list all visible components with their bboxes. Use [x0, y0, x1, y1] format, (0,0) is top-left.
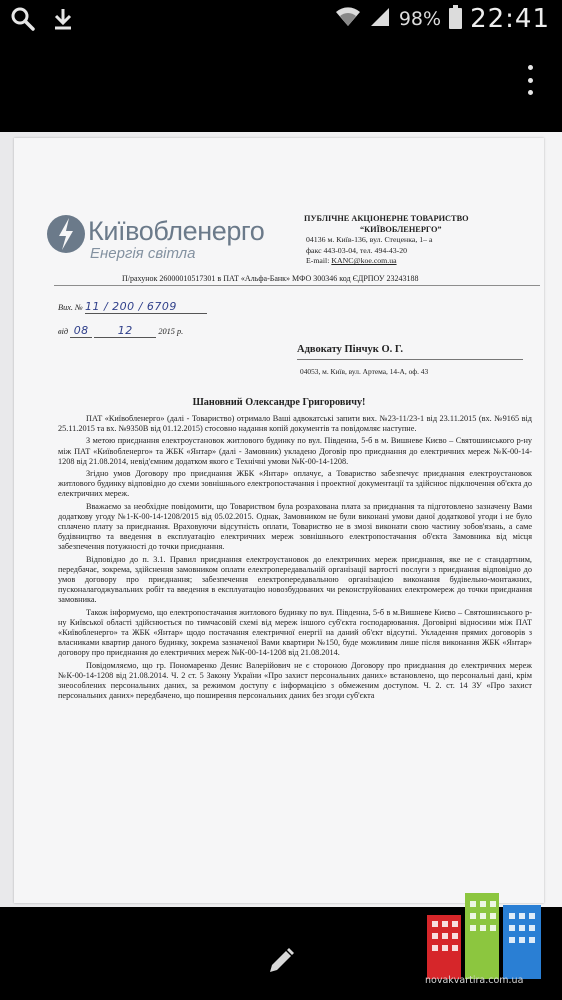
download-icon[interactable] [52, 6, 74, 37]
salutation: Шановний Олександре Григоровичу! [192, 397, 366, 408]
addressee-address: 04053, м. Київ, вул. Артема, 14-А, оф. 43 [300, 367, 429, 376]
outgoing-month: 12 [94, 325, 156, 338]
wifi-icon [335, 6, 361, 33]
bank-details: П/рахунок 26000010517301 в ПАТ «Альфа-Банк» МФО 300346 код ЄДРПОУ 23243188 [122, 274, 419, 283]
letter-photo[interactable] [0, 132, 562, 907]
company-phone: факс 443-03-04, тел. 494-43-20 [306, 245, 408, 255]
outgoing-number [58, 301, 207, 314]
pencil-icon[interactable] [266, 946, 296, 976]
paragraph: З метою приєднання електроустановок житлового будинку по вул. Південна, 5-б в м. Вишневе Києво – Святошинського р-ну між ПАТ «Київобленерго» та ЖБК «Янтар» (далі - Замовник) укладено Договір про приєднання до електричних мереж №К-00-14-1208 від 21.08.2014, невід'ємним додатком якого є Технічні умови №К-00-14-1208. [58, 436, 532, 466]
paragraph: Також інформуємо, що електропостачання житлового будинку по вул. Південна, 5-б в м.Вишневе Києво – Святошинського р-ну Київської області здійснюється по тимчасовій схемі від мереж іншого суб'єкта господарювання. Договірні відносини між ПАТ «Київобленерго» та ЖБК «Янтар» щодо постачання електричної енергії на даний об'єкт відсутні. Укладення прямих договорів з власниками квартир даного будинку, зокрема зазначеної Вами квартири №150, буде можливим лише після виконання ЖБК «Янтар» договору про приєднання до електричних мереж №К-00-14-1208 від 21.08.2014. [58, 607, 532, 658]
outgoing-number-value: 11 / 200 / 6709 [85, 301, 207, 314]
email-link: KANC@koe.com.ua [331, 256, 397, 266]
addressee-underline [297, 359, 523, 360]
company-details [304, 214, 544, 267]
company-title: ПУБЛІЧНЕ АКЦІОНЕРНЕ ТОВАРИСТВО [304, 214, 469, 223]
company-name: “КИЇВОБЛЕНЕРГО” [360, 224, 442, 234]
battery-icon [449, 5, 462, 34]
header-divider [54, 285, 540, 286]
letter-page [14, 138, 544, 903]
outgoing-day: 08 [70, 325, 92, 338]
outgoing-date [58, 325, 183, 338]
outgoing-date-label: від [58, 327, 69, 336]
letter-body [58, 414, 532, 703]
paragraph: Повідомляємо, що гр. Пономаренко Денис Валерійович не є стороною Договору про приєднання до електричних мереж №К-00-14-1208 від 21.08.2014. Ч. 2 ст. 5 Закону України «Про захист персональних даних» встановлено, що персональні дані, крім знеособлених персональних даних, за режимом доступу є інформацією з обмеженим доступом. Ч. 2. ст. 14 ЗУ «Про захист персональних даних» передбачено, що поширення персональних даних без згоди суб'єкта [58, 660, 532, 701]
buildings-logo-icon [425, 893, 545, 981]
logo-name: Київобленерго [88, 216, 265, 246]
more-vert-icon[interactable] [518, 65, 542, 95]
paragraph: Згідно умов Договору про приєднання ЖБК «Янтар» оплачує, а Товариство забезпечує приєднання електроустановок житлового будинку відповідно до схеми зовнішнього електропостачання і проектної документації та здійснює підключення об'єкта до електричних мереж. [58, 469, 532, 499]
paragraph: Відповідно до п. 3.1. Правил приєднання електроустановок до електричних мереж приєднання, яке не є стандартним, передбачає, зокрема, здійснення замовником оплати електропередавальній організації вартості послуги з приєднання відповідно до умов договору про приєднання; забезпечення електропередавальною організацією виконання будівельно-монтажних, пусконалагоджувальних робіт та введення в експлуатацію новозбудованих чи реконструйованих електромереж до точки приєднання замовника. [58, 554, 532, 605]
company-address: 04136 м. Київ-136, вул. Стеценка, 1– а [306, 235, 433, 245]
addressee: Адвокату Пінчук О. Г. [297, 344, 404, 355]
paragraph: Вважаємо за необхідне повідомити, що Товариством була розрахована плата за приєднання та підготовлено зазначену Вами додаткову угоду №1-К-00-14-1208/2015 від 05.02.2015. Однак, Замовником не були виконані умови даної додаткової угоди і не було сплачено плату за приєднання. Враховуючи відсутність оплати, Товариство не в змозі виконати свою частину зобов'язань, а саме будівництво та введення в експлуатацію електричних мереж зовнішнього електропостачання об'єкта Замовника від місця забезпечення потужності до точки приєднання. [58, 501, 532, 552]
clock: 22:41 [470, 4, 550, 34]
outgoing-number-label: Вих. № [58, 303, 83, 312]
battery-percent: 98% [398, 8, 442, 30]
logo-tagline: Енергія світла [90, 245, 196, 262]
search-icon[interactable] [10, 6, 36, 37]
lightning-logo-icon [46, 214, 86, 259]
outgoing-year: 2015 р. [158, 327, 184, 336]
watermark-text: novakvartira.com.ua [425, 975, 524, 986]
company-email [304, 256, 544, 267]
signal-icon [369, 6, 391, 33]
company-logo [88, 217, 264, 263]
email-label: E-mail: [306, 256, 332, 266]
status-bar [0, 0, 562, 40]
paragraph: ПАТ «Київобленерго» (далі - Товариство) отримало Ваші адвокатські запити вих. №23-11/23-1 від 23.11.2015 (вх. №9165 від 25.11.2015 та вх. №9350В від 01.12.2015) стосовно надання копій документів та повідомляє наступне. [58, 414, 532, 434]
